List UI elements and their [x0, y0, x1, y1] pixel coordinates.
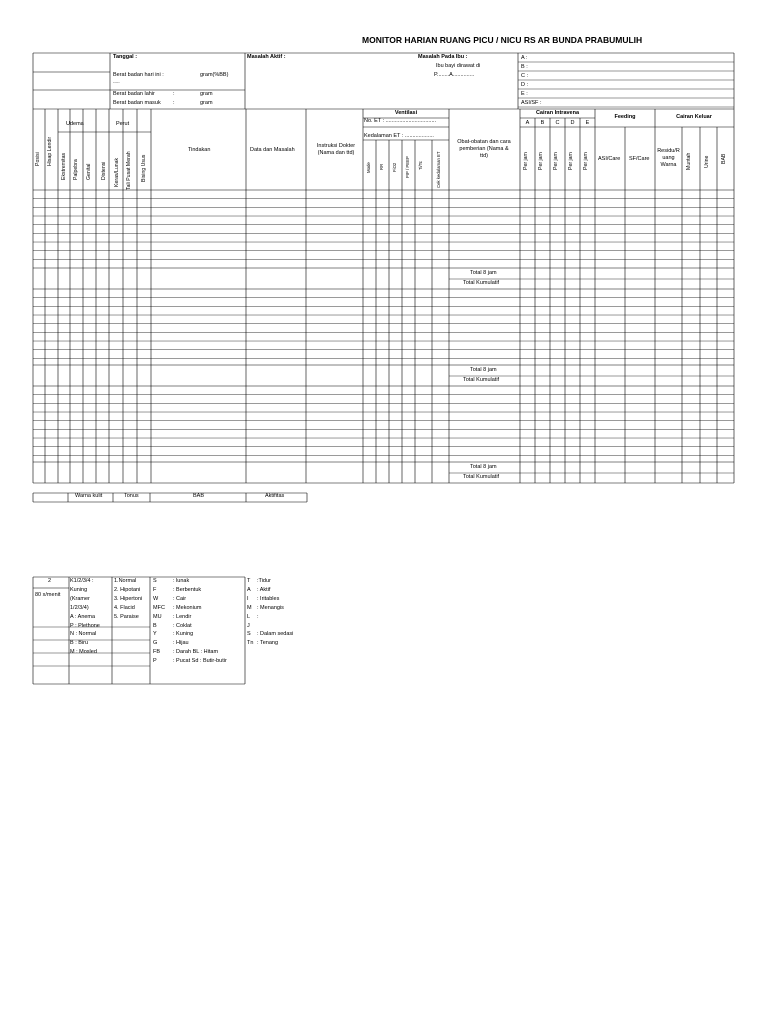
- cairan-keluar-header: Cairan Keluar: [676, 114, 712, 120]
- bising-usus-header: Bising Usus: [141, 154, 147, 182]
- abcde-d: D :: [521, 82, 529, 88]
- legend5-value: :: [257, 613, 259, 620]
- asi-care-header: ASI/Care: [598, 156, 621, 162]
- legend2-item: (Kramer: [70, 595, 90, 602]
- legend4-key: MU: [153, 613, 162, 620]
- instruksi-header-2: (Nama dan ttd): [317, 150, 355, 156]
- tindakan-header: Tindakan: [188, 147, 211, 153]
- ekstremitas-header: Ekstremitas: [61, 152, 67, 180]
- ti-tc-header: Ti/Tc: [418, 161, 423, 170]
- legend4-key: Y: [153, 631, 157, 638]
- legend2-item: N : Normal: [70, 631, 97, 638]
- total-kumulatif-1: Total Kumulatif: [463, 280, 500, 286]
- legend4-value: : Lendir: [173, 613, 192, 620]
- udema-header: Udema: [66, 121, 84, 127]
- total-kumulatif-3: Total Kumulatif: [463, 474, 500, 480]
- muntah-header: Muntah: [686, 152, 692, 170]
- bb-masuk-colon: :: [173, 100, 175, 106]
- abcde-asi: ASI/SF :: [521, 100, 542, 106]
- keras-lunak-header: Keras/Lunak: [114, 157, 120, 187]
- legend4-value: : Berbentuk: [173, 586, 202, 593]
- perjam-d: Per jam: [568, 152, 574, 170]
- ci-e: E: [585, 120, 590, 126]
- legend4-key: B: [153, 622, 157, 629]
- bb-lahir-label: Berat badan lahir: [113, 91, 155, 97]
- distensi-header: Distensi: [101, 161, 107, 180]
- bab-header: BAB: [721, 153, 727, 164]
- legend3-item: 3. Hipertoni: [114, 595, 143, 602]
- bb-hari-ini-dash: -----: [113, 79, 120, 84]
- legend5-key: S: [247, 631, 251, 638]
- page-title: MONITOR HARIAN RUANG PICU / NICU RS AR BUNDA PRABUMULIH: [362, 35, 643, 45]
- genital-header: Genital: [86, 163, 92, 180]
- legend2-item: K1/2/3/4 :: [70, 578, 94, 584]
- legend3-item: 5. Paraise: [114, 613, 139, 620]
- obat-header-1: Obat-obatan dan cara: [457, 139, 511, 145]
- legend-col1-1: 80 x/menit: [35, 592, 61, 598]
- legend4-value: : Darah BL : Hitam: [173, 649, 219, 656]
- cairan-intravena-header: Cairan Intravena: [535, 110, 580, 116]
- legend5-value: : Iritables: [257, 595, 280, 602]
- legend2-item: 1/2/3/4): [70, 604, 89, 611]
- perut-header: Perut: [116, 121, 130, 127]
- bb-masuk-label: Berat badan masuk: [113, 100, 161, 106]
- bab-label: BAB: [193, 493, 205, 499]
- sf-care-header: SF/Care: [629, 156, 650, 162]
- feeding-header: Feeding: [614, 114, 636, 120]
- obat-header-2: pemberian (Nama &: [459, 146, 509, 152]
- legend5-key: A: [247, 586, 251, 593]
- legend5-value: : Dalam sedasi: [257, 631, 294, 638]
- legend5-value: : Aktif: [257, 586, 271, 593]
- legend5-key: T: [247, 578, 251, 584]
- legend4-key: S: [153, 578, 157, 584]
- hisap-lendir-header: Hisap Lendir: [47, 136, 53, 166]
- total-8jam-1: Total 8 jam: [470, 270, 497, 276]
- ci-b: B: [540, 120, 545, 126]
- legend4-key: G: [153, 640, 158, 647]
- ci-d: D: [570, 120, 575, 126]
- legend4-key: FB: [153, 649, 161, 656]
- bb-lahir-unit: gram: [200, 91, 213, 97]
- legend4-value: : Mekonium: [173, 604, 202, 611]
- total-8jam-2: Total 8 jam: [470, 367, 497, 373]
- abcde-c: C :: [521, 73, 529, 79]
- posisi-header: Posisi: [35, 152, 41, 166]
- bb-lahir-colon: :: [173, 91, 175, 97]
- legend4-key: P: [153, 658, 157, 665]
- masalah-aktif-label: Masalah Aktif :: [247, 54, 286, 60]
- legend4-value: : Cair: [173, 595, 187, 602]
- legend4-value: : Coklat: [173, 622, 192, 629]
- legend5-key: I: [247, 595, 249, 602]
- tonus-label: Tonus: [124, 493, 139, 499]
- masalah-ibu-label: Masalah Pada Ibu :: [418, 54, 468, 60]
- tanggal-label: Tanggal :: [113, 54, 138, 60]
- aktifitas-label: Aktifitas: [265, 493, 285, 499]
- fio2-header: FiO2: [392, 162, 397, 172]
- abcde-a: A :: [521, 55, 528, 61]
- legend5-value: :Tidur: [257, 578, 271, 584]
- abcde-b: B :: [521, 64, 528, 70]
- rr-header: RR: [379, 163, 384, 170]
- perjam-e: Per jam: [583, 152, 589, 170]
- legend5-key: Tn: [247, 640, 254, 647]
- legend3-item: 1.Normal: [114, 578, 137, 584]
- residu-2: uang: [662, 155, 675, 161]
- legend4-key: MFC: [153, 604, 165, 611]
- ci-c: C: [555, 120, 560, 126]
- perjam-b: Per jam: [538, 152, 544, 170]
- legend-col1-0: 2: [48, 578, 52, 584]
- legend5-value: : Tenang: [257, 640, 279, 647]
- legend4-value: : Pucat Sd : Butir-butir: [173, 658, 227, 665]
- legend2-item: B : Biru: [70, 640, 89, 647]
- obat-header-3: ttd): [480, 153, 488, 159]
- legend4-value: : lunak: [173, 578, 190, 584]
- legend2-item: M : Mosled: [70, 649, 97, 656]
- no-et-header: No. ET : .................................: [364, 118, 437, 124]
- bb-hari-ini-unit: gram(%BB): [200, 72, 229, 78]
- bb-masuk-unit: gram: [200, 100, 213, 106]
- legend4-value: : Hijau: [173, 640, 189, 647]
- total-kumulatif-2: Total Kumulatif: [463, 377, 500, 383]
- legend5-key: J: [247, 622, 250, 629]
- tali-pusat-header: Tali Pusat Merah: [126, 151, 132, 190]
- legend2-item: P : Plethone: [70, 622, 100, 629]
- legend2-item: Kuning: [70, 586, 88, 593]
- ci-a: A: [525, 120, 530, 126]
- legend2-item: A : Anema: [70, 613, 96, 620]
- legend5-value: : Menangis: [257, 604, 284, 611]
- warna-kulit-label: Warna kulit: [75, 493, 103, 499]
- abcde-e: E :: [521, 91, 528, 97]
- ibu-dirawat-p: P........A..............: [434, 72, 475, 78]
- perjam-c: Per jam: [553, 152, 559, 170]
- legend4-key: W: [153, 595, 159, 602]
- legend4-value: : Kuning: [173, 631, 194, 638]
- urine-header: Urine: [704, 155, 710, 168]
- legend4-key: F: [153, 586, 157, 593]
- bb-hari-ini-label: Berat badan hari ini :: [113, 72, 164, 78]
- pip-peep-header: PIP / PEEP: [405, 156, 410, 178]
- legend5-key: L: [247, 613, 251, 620]
- perjam-a: Per jam: [523, 152, 529, 170]
- mode-header: Mode: [366, 162, 371, 173]
- cek-kedalaman-header: Cek kedalaman ET: [436, 151, 441, 188]
- kedalaman-et-header: Kedalaman ET : ...................: [364, 133, 434, 139]
- ibu-dirawat-label: Ibu bayi dirawat di: [436, 63, 481, 69]
- legend3-item: 4. Flacid: [114, 604, 135, 611]
- data-masalah-header: Data dan Masalah: [250, 147, 295, 153]
- legend3-item: 2. Hipotani: [114, 586, 141, 593]
- residu-1: Residu/R: [657, 148, 680, 154]
- palpebra-header: Palpebra: [73, 159, 79, 180]
- instruksi-header-1: Instruksi Dokter: [316, 143, 356, 149]
- residu-3: Warna: [660, 162, 677, 168]
- legend5-key: M: [247, 604, 252, 611]
- total-8jam-3: Total 8 jam: [470, 464, 497, 470]
- ventilasi-header: Ventilasi: [394, 110, 418, 116]
